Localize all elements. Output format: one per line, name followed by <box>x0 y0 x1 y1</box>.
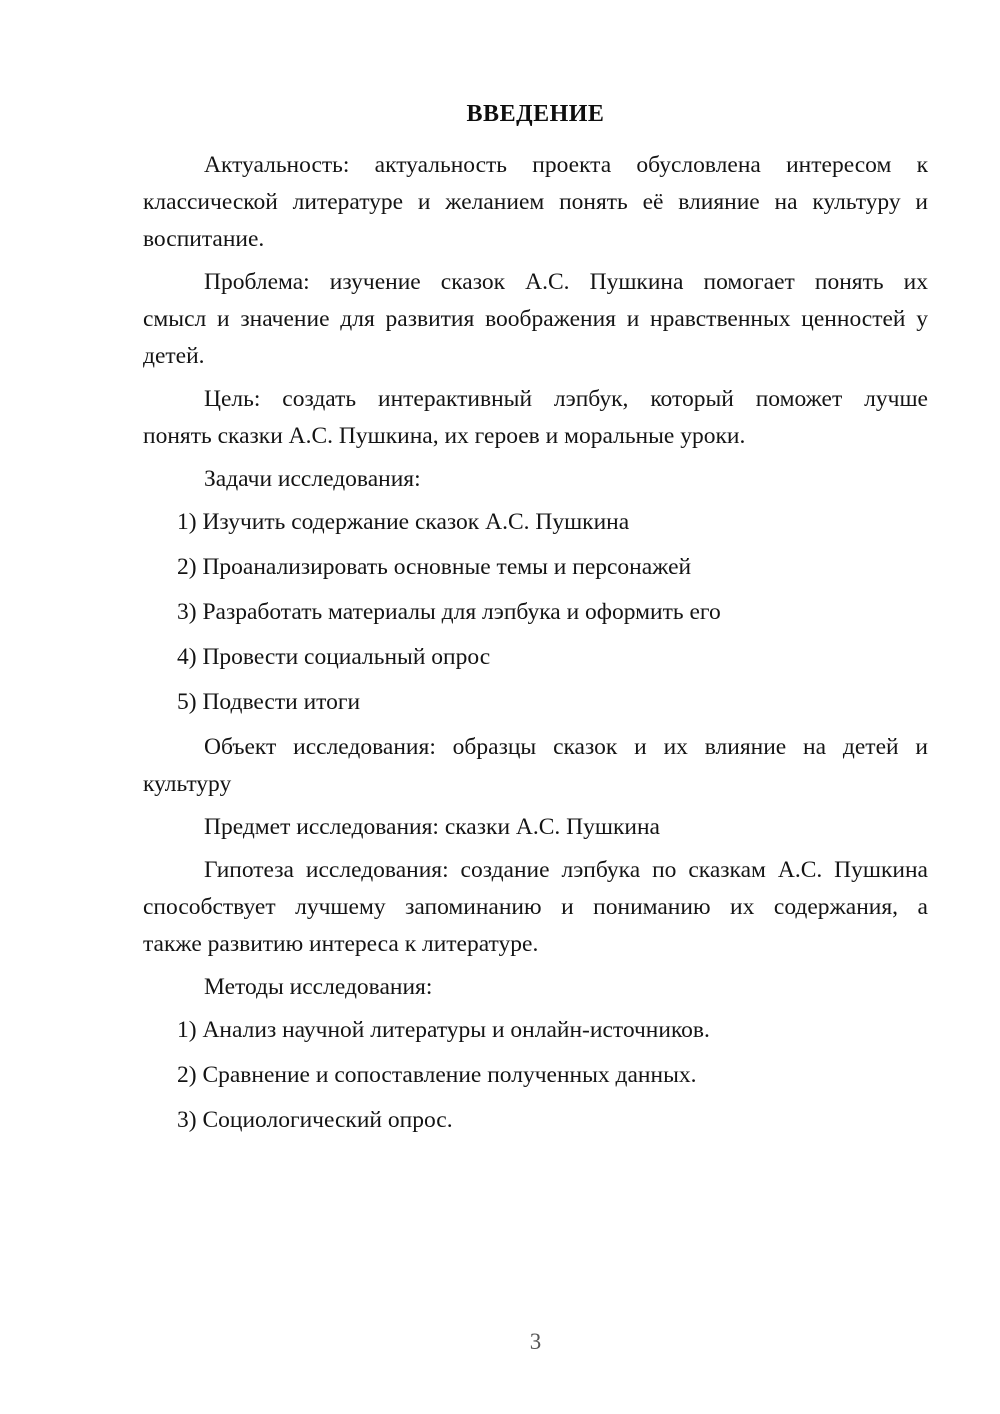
list-item: 3) Социологический опрос. <box>177 1107 453 1133</box>
list-item: 2) Сравнение и сопоставление полученных данных. <box>177 1062 697 1088</box>
paragraph-line: классической литературе и желанием понять её влияние на культуру и <box>143 189 928 215</box>
paragraph-zadachi-label <box>143 461 928 498</box>
paragraph-line: Методы исследования: <box>204 974 433 1000</box>
methods-list <box>143 1012 928 1139</box>
paragraph-line: Цель: создать интерактивный лэпбук, который поможет лучше <box>204 386 928 412</box>
paragraph-line: Объект исследования: образцы сказок и их влияние на детей и <box>204 734 928 760</box>
paragraph-gipoteza <box>143 852 928 963</box>
paragraph-line: Задачи исследования: <box>204 466 421 492</box>
paragraph-line: Актуальность: актуальность проекта обусловлена интересом к <box>204 152 928 178</box>
list-item: 1) Изучить содержание сказок А.С. Пушкина <box>177 509 630 535</box>
page-content <box>143 95 928 1147</box>
section-heading: ВВЕДЕНИЕ <box>466 101 605 127</box>
list-item: 2) Проанализировать основные темы и персонажей <box>177 554 692 580</box>
paragraph-line: Проблема: изучение сказок А.С. Пушкина помогает понять их <box>204 269 928 295</box>
paragraph-line: детей. <box>143 343 205 369</box>
paragraph-line: Гипотеза исследования: создание лэпбука по сказкам А.С. Пушкина <box>204 857 928 883</box>
paragraph-obekt <box>143 729 928 803</box>
paragraph-aktualnost <box>143 147 928 258</box>
tasks-list <box>143 504 928 721</box>
paragraph-line: культуру <box>143 771 232 797</box>
paragraph-line: способствует лучшему запоминанию и пониманию их содержания, а <box>143 894 928 920</box>
paragraph-problema <box>143 264 928 375</box>
page-number: 3 <box>529 1329 542 1354</box>
paragraph-line: смысл и значение для развития воображения и нравственных ценностей у <box>143 306 928 332</box>
paragraph-line: понять сказки А.С. Пушкина, их героев и моральные уроки. <box>143 423 746 449</box>
list-item: 3) Разработать материалы для лэпбука и оформить его <box>177 599 721 625</box>
paragraph-metody-label <box>143 969 928 1006</box>
list-item: 5) Подвести итоги <box>177 689 361 715</box>
paragraph-tsel <box>143 381 928 455</box>
paragraph-line: Предмет исследования: сказки А.С. Пушкина <box>204 814 660 840</box>
paragraph-predmet <box>143 809 928 846</box>
list-item: 4) Провести социальный опрос <box>177 644 491 670</box>
paragraph-line: также развитию интереса к литературе. <box>143 931 539 957</box>
list-item: 1) Анализ научной литературы и онлайн-источников. <box>177 1017 710 1043</box>
paragraph-line: воспитание. <box>143 226 265 252</box>
